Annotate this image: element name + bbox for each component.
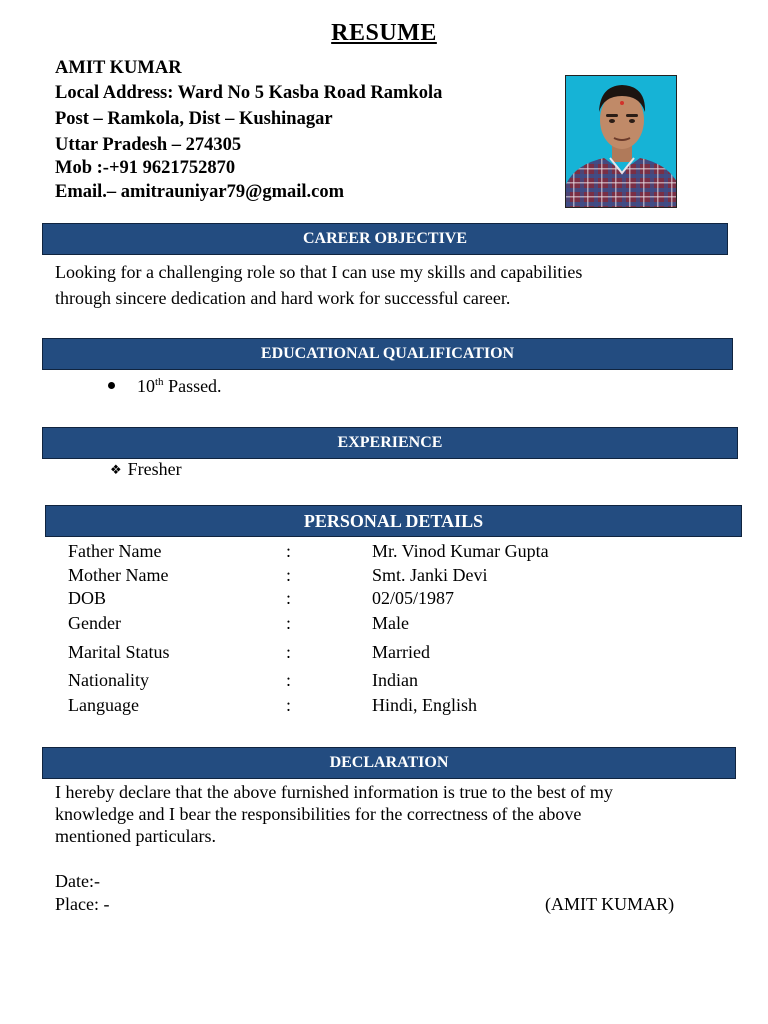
education-heading [42,338,733,370]
declaration-line-2: knowledge and I bear the responsibilities for the correctness of the above [55,804,582,824]
personal-details-heading-text: PERSONAL DETAILS [303,511,484,531]
career-objective-line-1: Looking for a challenging role so that I can use my skills and capabilities [55,262,583,282]
career-objective-heading [42,223,728,255]
declaration-heading-text: DECLARATION [329,754,449,771]
pd-value-dob: 02/05/1987 [372,588,455,608]
career-objective-line-2: through sincere dedication and hard work for successful career. [55,288,511,308]
mobile-number: Mob :-+91 9621752870 [55,158,236,178]
pd-separator: : [286,670,292,690]
experience-heading-text: EXPERIENCE [337,434,443,451]
pd-value-mother-name: Smt. Janki Devi [372,565,488,585]
career-objective-heading-text: CAREER OBJECTIVE [302,230,468,247]
pd-label-nationality: Nationality [68,670,149,690]
education-heading-text: EDUCATIONAL QUALIFICATION [260,345,515,362]
pd-separator: : [286,642,292,662]
pd-label-marital-status: Marital Status [68,642,170,662]
pd-separator: : [286,588,292,608]
pd-separator: : [286,613,292,633]
resume-title: RESUME [331,20,437,46]
pd-value-gender: Male [372,613,409,633]
candidate-name: AMIT KUMAR [55,58,182,78]
pd-value-nationality: Indian [372,670,418,690]
signature-name: (AMIT KUMAR) [545,894,675,914]
place-label: Place: - [55,894,110,914]
email-address: Email.– amitrauniyar79@gmail.com [55,182,345,202]
declaration-line-3: mentioned particulars. [55,826,216,846]
address-line-2: Post – Ramkola, Dist – Kushinagar [55,109,333,129]
pd-value-language: Hindi, English [372,695,478,715]
pd-value-father-name: Mr. Vinod Kumar Gupta [372,541,549,561]
diamond-bullet-icon: ❖ [110,463,122,478]
pd-value-marital-status: Married [372,642,430,662]
experience-heading [42,427,738,459]
pd-label-father-name: Father Name [68,541,162,561]
pd-label-gender: Gender [68,613,121,633]
address-line-1: Local Address: Ward No 5 Kasba Road Ramkola [55,83,443,103]
address-line-3: Uttar Pradesh – 274305 [55,135,242,155]
pd-label-language: Language [68,695,139,715]
pd-separator: : [286,541,292,561]
pd-label-dob: DOB [68,588,107,608]
pd-label-mother-name: Mother Name [68,565,169,585]
education-item-text: Passed. [163,376,222,396]
declaration-line-1: I hereby declare that the above furnished information is true to the best of my [55,782,613,802]
education-item-number: 10 [137,376,155,396]
pd-separator: : [286,565,292,585]
education-list-item [108,376,222,397]
declaration-heading [42,747,736,779]
experience-list-item [110,459,182,480]
personal-details-heading [45,505,742,537]
profile-photo [565,75,677,208]
bullet-dot-icon [108,382,115,389]
experience-item-text: Fresher [127,459,182,479]
date-label: Date:- [55,871,100,891]
pd-separator: : [286,695,292,715]
education-item-superscript: th [155,376,164,388]
